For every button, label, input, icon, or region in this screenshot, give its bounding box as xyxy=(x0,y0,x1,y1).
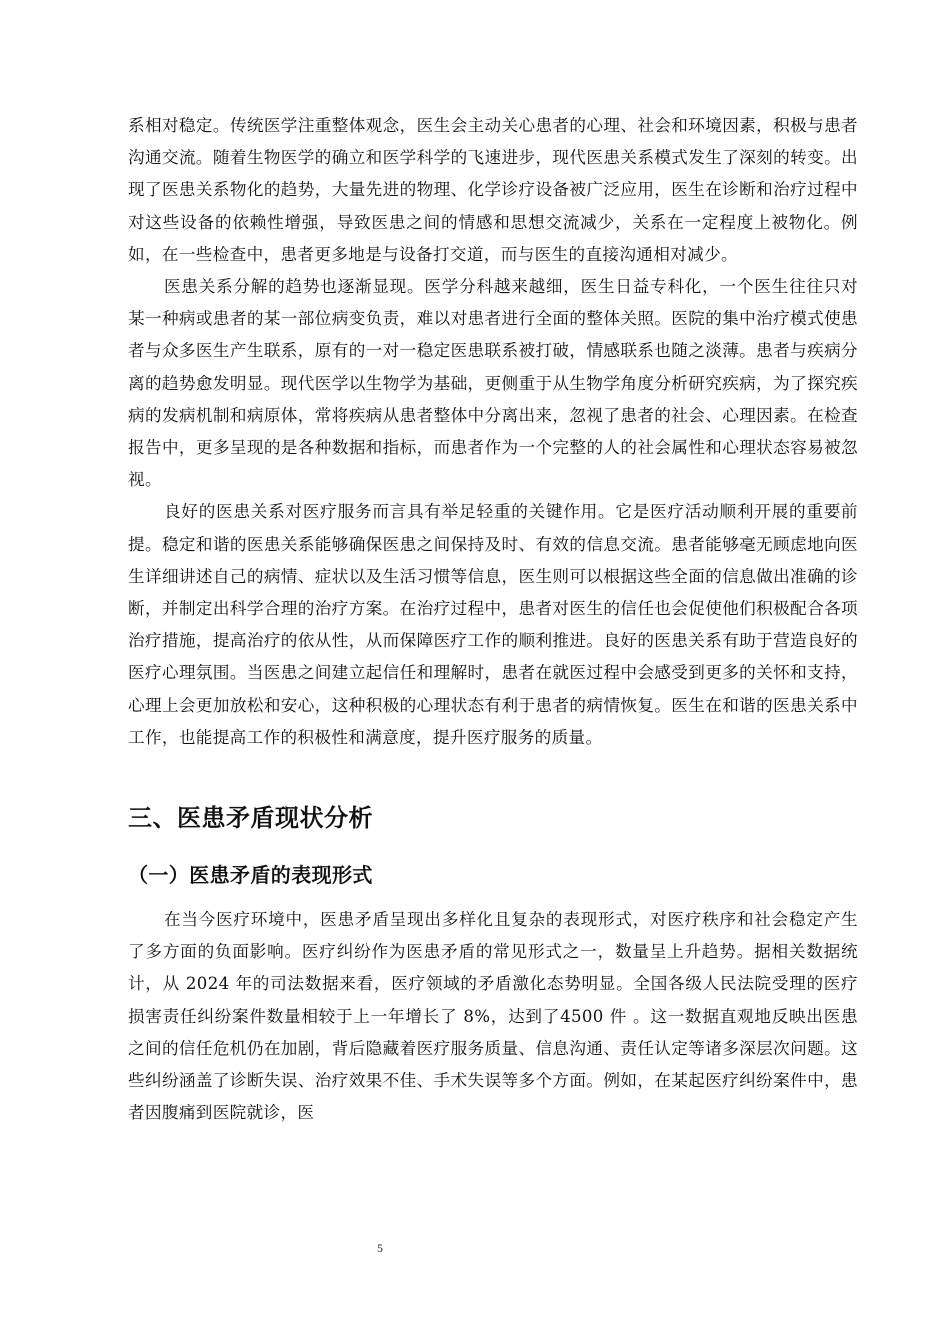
subsection-heading: （一）医患矛盾的表现形式 xyxy=(128,863,373,888)
paragraph-decomposition-trend: 医患关系分解的趋势也逐渐显现。医学分科越来越细，医生日益专科化，一个医生往往只对某一种病或患者的某一部位病变负责，难以对患者进行全面的整体关照。医院的集中治疗模式使患者与众多医生产生联系，原有的一对一稳定医患联系被打破，情感联系也随之淡薄。患者与疾病分离的趋势愈发明显。现代医学以生物学为基础，更侧重于从生物学角度分析研究疾病，为了探究疾病的发病机制和病原体，常将疾病从患者整体中分离出来，忽视了患者的社会、心理因素。在检查报告中，更多呈现的是各种数据和指标，而患者作为一个完整的人的社会属性和心理状态容易被忽视。 xyxy=(128,277,858,490)
section-heading: 三、医患矛盾现状分析 xyxy=(128,804,373,833)
paragraph-continuation: 系相对稳定。传统医学注重整体观念，医生会主动关心患者的心理、社会和环境因素，积极与患者沟通交流。随着生物医学的确立和医学科学的飞速进步，现代医患关系模式发生了深刻的转变。出现了医患关系物化的趋势，大量先进的物理、化学诊疗设备被广泛应用，医生在诊断和治疗过程中对这些设备的依赖性增强，导致医患之间的情感和思想交流减少，关系在一定程度上被物化。例如，在一些检查中，患者更多地是与设备打交道，而与医生的直接沟通相对减少。 xyxy=(128,116,858,264)
paragraph-good-relationship: 良好的医患关系对医疗服务而言具有举足轻重的关键作用。它是医疗活动顺利开展的重要前提。稳定和谐的医患关系能够确保医患之间保持及时、有效的信息交流。患者能够毫无顾虑地向医生详细讲述自己的病情、症状以及生活习惯等信息，医生则可以根据这些全面的信息做出准确的诊断，并制定出科学合理的治疗方案。在治疗过程中，患者对医生的信任也会促使他们积极配合各项治疗措施，提高治疗的依从性，从而保障医疗工作的顺利推进。良好的医患关系有助于营造良好的医疗心理氛围。当医患之间建立起信任和理解时，患者在就医过程中会感受到更多的关怀和支持，心理上会更加放松和安心，这种积极的心理状态有利于患者的病情恢复。医生在和谐的医患关系中工作，也能提高工作的积极性和满意度，提升医疗服务的质量。 xyxy=(128,502,858,747)
page-body xyxy=(128,110,858,1129)
page-number: 5 xyxy=(377,1241,383,1255)
paragraph-conflict-forms: 在当今医疗环境中，医患矛盾呈现出多样化且复杂的表现形式，对医疗秩序和社会稳定产生了多方面的负面影响。医疗纠纷作为医患矛盾的常见形式之一，数量呈上升趋势。据相关数据统计，从 2024 年的司法数据来看，医疗领域的矛盾激化态势明显。全国各级人民法院受理的医疗损害责任纠纷案件数量相较于上一年增长了 8%，达到了4500 件 。这一数据直观地反映出医患之间的信任危机仍在加剧，背后隐藏着医疗服务质量、信息沟通、责任认定等诸多深层次问题。这些纠纷涵盖了诊断失误、治疗效果不佳、手术失误等多个方面。例如，在某起医疗纠纷案件中，患者因腹痛到医院就诊，医 xyxy=(128,910,858,1123)
